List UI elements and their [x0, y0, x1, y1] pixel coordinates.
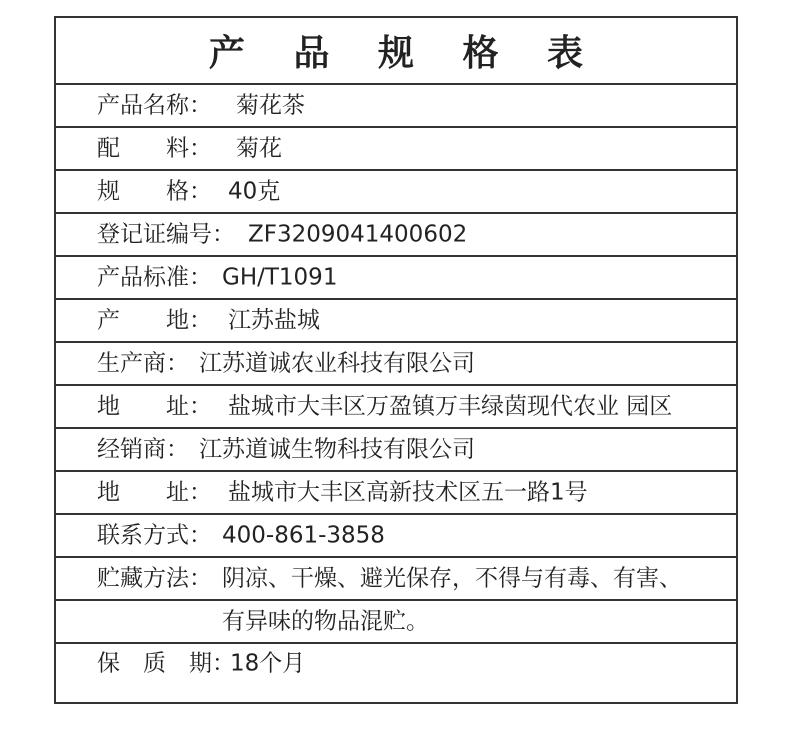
row-label: 产 地： — [97, 307, 212, 333]
row-value: 菊花茶 — [236, 92, 305, 118]
row-value: 江苏道诚农业科技有限公司 — [199, 350, 475, 376]
table-row — [56, 429, 736, 472]
table-row — [56, 343, 736, 386]
row-value: 江苏盐城 — [228, 307, 320, 333]
row-label: 经销商： — [97, 436, 189, 462]
row-label: 规 格： — [97, 178, 212, 204]
table-row — [56, 386, 736, 429]
table-row — [56, 300, 736, 343]
row-value: 盐城市大丰区高新技术区五一路1号 — [228, 479, 588, 505]
row-label: 联系方式： — [97, 522, 212, 548]
row-label: 地 址： — [97, 479, 212, 505]
table-row — [56, 214, 736, 257]
row-value: GH/T1091 — [222, 264, 338, 290]
row-label: 产品标准： — [97, 264, 212, 290]
row-label: 贮藏方法： — [97, 565, 212, 591]
table-row — [56, 601, 736, 644]
row-value: 菊花 — [236, 135, 282, 161]
table-row — [56, 171, 736, 214]
row-label: 产品名称： — [97, 92, 212, 118]
row-label: 保 质 期： — [97, 650, 235, 676]
row-value: 盐城市大丰区万盈镇万丰绿茵现代农业 园区 — [228, 393, 673, 419]
row-value: 40克 — [228, 178, 281, 204]
row-label: 配 料： — [97, 135, 212, 161]
row-label: 登记证编号： — [97, 221, 235, 247]
row-value: 江苏道诚生物科技有限公司 — [199, 436, 475, 462]
table-row — [56, 515, 736, 558]
row-value: 阴凉、干燥、避光保存，不得与有毒、有害、 — [222, 565, 682, 591]
spec-table — [54, 16, 738, 704]
table-row — [56, 85, 736, 128]
row-value: 18个月 — [230, 650, 306, 676]
row-label: 地 址： — [97, 393, 212, 419]
table-row — [56, 558, 736, 601]
table-title: 产 品 规 格 表 — [56, 18, 736, 85]
row-value: 400-861-3858 — [222, 522, 385, 548]
table-row — [56, 128, 736, 171]
row-label: 生产商： — [97, 350, 189, 376]
table-row — [56, 257, 736, 300]
table-row — [56, 644, 736, 683]
table-row — [56, 472, 736, 515]
row-value: ZF3209041400602 — [248, 221, 468, 247]
row-value: 有异味的物品混贮。 — [222, 608, 429, 634]
